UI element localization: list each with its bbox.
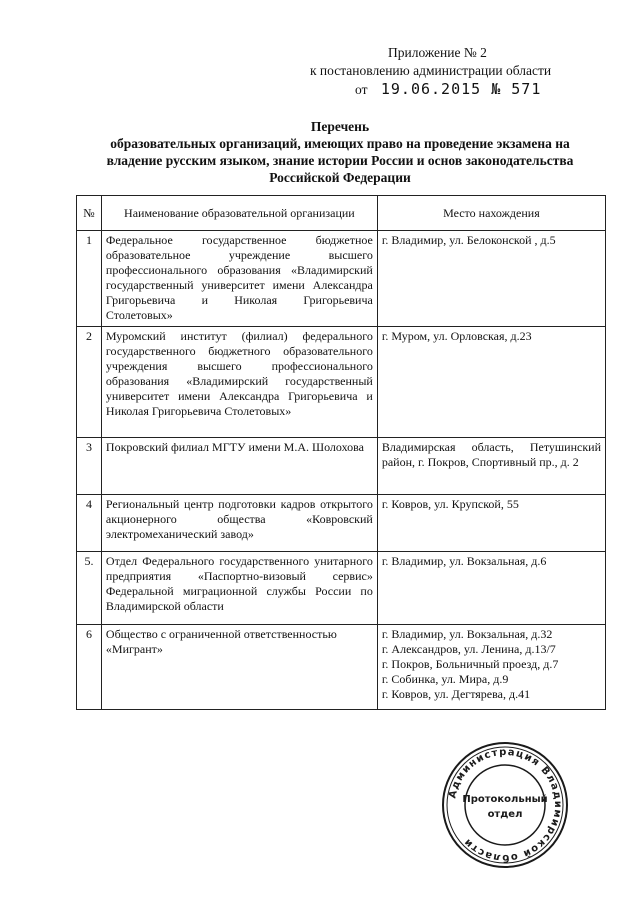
title-line-3: владение русским языком, знание истории России и основ законодательства: [106, 153, 574, 168]
row-location: [377, 552, 605, 625]
location-line: г. Владимир, ул. Вокзальная, д.32: [381, 627, 553, 641]
location-line: г. Собинка, ул. Мира, д.9: [381, 672, 509, 686]
row-name: Федеральное государственное бюджетное образовательное учреждение высшего профессионального образования «Владимирский государственный университет имени Александра Григорьевича и Николая Григорьевича Столетовых»: [101, 231, 377, 327]
row-num: 3: [77, 438, 102, 495]
row-location: [377, 438, 605, 495]
table-row: [77, 327, 606, 438]
title-line-1: Перечень: [310, 119, 370, 134]
header-num: №: [77, 196, 102, 231]
appendix-header: [300, 44, 590, 99]
location-line: г. Александров, ул. Ленина, д.13/7: [381, 642, 556, 656]
row-location: [377, 495, 605, 552]
decree-date-number: 19.06.2015 № 571: [380, 80, 542, 98]
appendix-number: Приложение № 2: [388, 45, 487, 60]
location-line: г. Владимир, ул. Белоконской , д.5: [381, 233, 556, 247]
decree-reference: к постановлению администрации области: [310, 63, 552, 78]
location-line: г. Муром, ул. Орловская, д.23: [381, 329, 532, 343]
table-row: [77, 231, 606, 327]
stamp-outer-ring: [443, 743, 567, 867]
decree-date-line: [300, 80, 590, 99]
stamp-center-line-1: Протокольный: [462, 794, 548, 805]
row-location: [377, 231, 605, 327]
organizations-table: [76, 195, 606, 710]
row-name: Покровский филиал МГТУ имени М.А. Шолохова: [101, 438, 377, 495]
title-line-4: Российской Федерации: [269, 170, 411, 185]
row-num: 6: [77, 625, 102, 710]
row-num: 4: [77, 495, 102, 552]
table-header-row: [77, 196, 606, 231]
header-location: Место нахождения: [377, 196, 605, 231]
row-name: Муромский институт (филиал) федерального государственного бюджетного образовательного учреждения высшего профессионального образования «Владимирский государственный университет имени Александра Григорьевича и Николая Григорьевича Столетовых»: [101, 327, 377, 438]
row-num: 1: [77, 231, 102, 327]
location-line: г. Покров, Больничный проезд, д.7: [381, 657, 559, 671]
row-location: [377, 327, 605, 438]
row-num: 2: [77, 327, 102, 438]
location-line: г. Ковров, ул. Крупской, 55: [381, 497, 519, 511]
stamp-inner-ring: [465, 765, 545, 845]
row-num: 5.: [77, 552, 102, 625]
title-line-2: образовательных организаций, имеющих право на проведение экзамена на: [110, 136, 570, 151]
table-row: [77, 625, 606, 710]
table-row: [77, 552, 606, 625]
document-title: [80, 118, 600, 186]
location-line: Владимирская область, Петушинский район, г. Покров, Спортивный пр., д. 2: [381, 440, 601, 469]
date-prefix: от: [355, 82, 368, 97]
protocol-department-stamp: [440, 740, 570, 870]
location-line: г. Ковров, ул. Дегтярева, д.41: [381, 687, 531, 701]
location-line: г. Владимир, ул. Вокзальная, д.6: [381, 554, 547, 568]
stamp-center-line-2: отдел: [487, 809, 523, 820]
stamp-ring-text: Администрация Владимирской области: [447, 746, 564, 864]
row-name: Отдел Федерального государственного унитарного предприятия «Паспортно-визовый сервис» Федеральной миграционной службы России по Владимирской области: [101, 552, 377, 625]
table-row: [77, 495, 606, 552]
stamp-graphic: [440, 740, 570, 870]
row-name: Региональный центр подготовки кадров открытого акционерного общества «Ковровский электромеханический завод»: [101, 495, 377, 552]
row-location: [377, 625, 605, 710]
row-name: Общество с ограниченной ответственностью «Мигрант»: [101, 625, 377, 710]
header-name: Наименование образовательной организации: [101, 196, 377, 231]
table-row: [77, 438, 606, 495]
